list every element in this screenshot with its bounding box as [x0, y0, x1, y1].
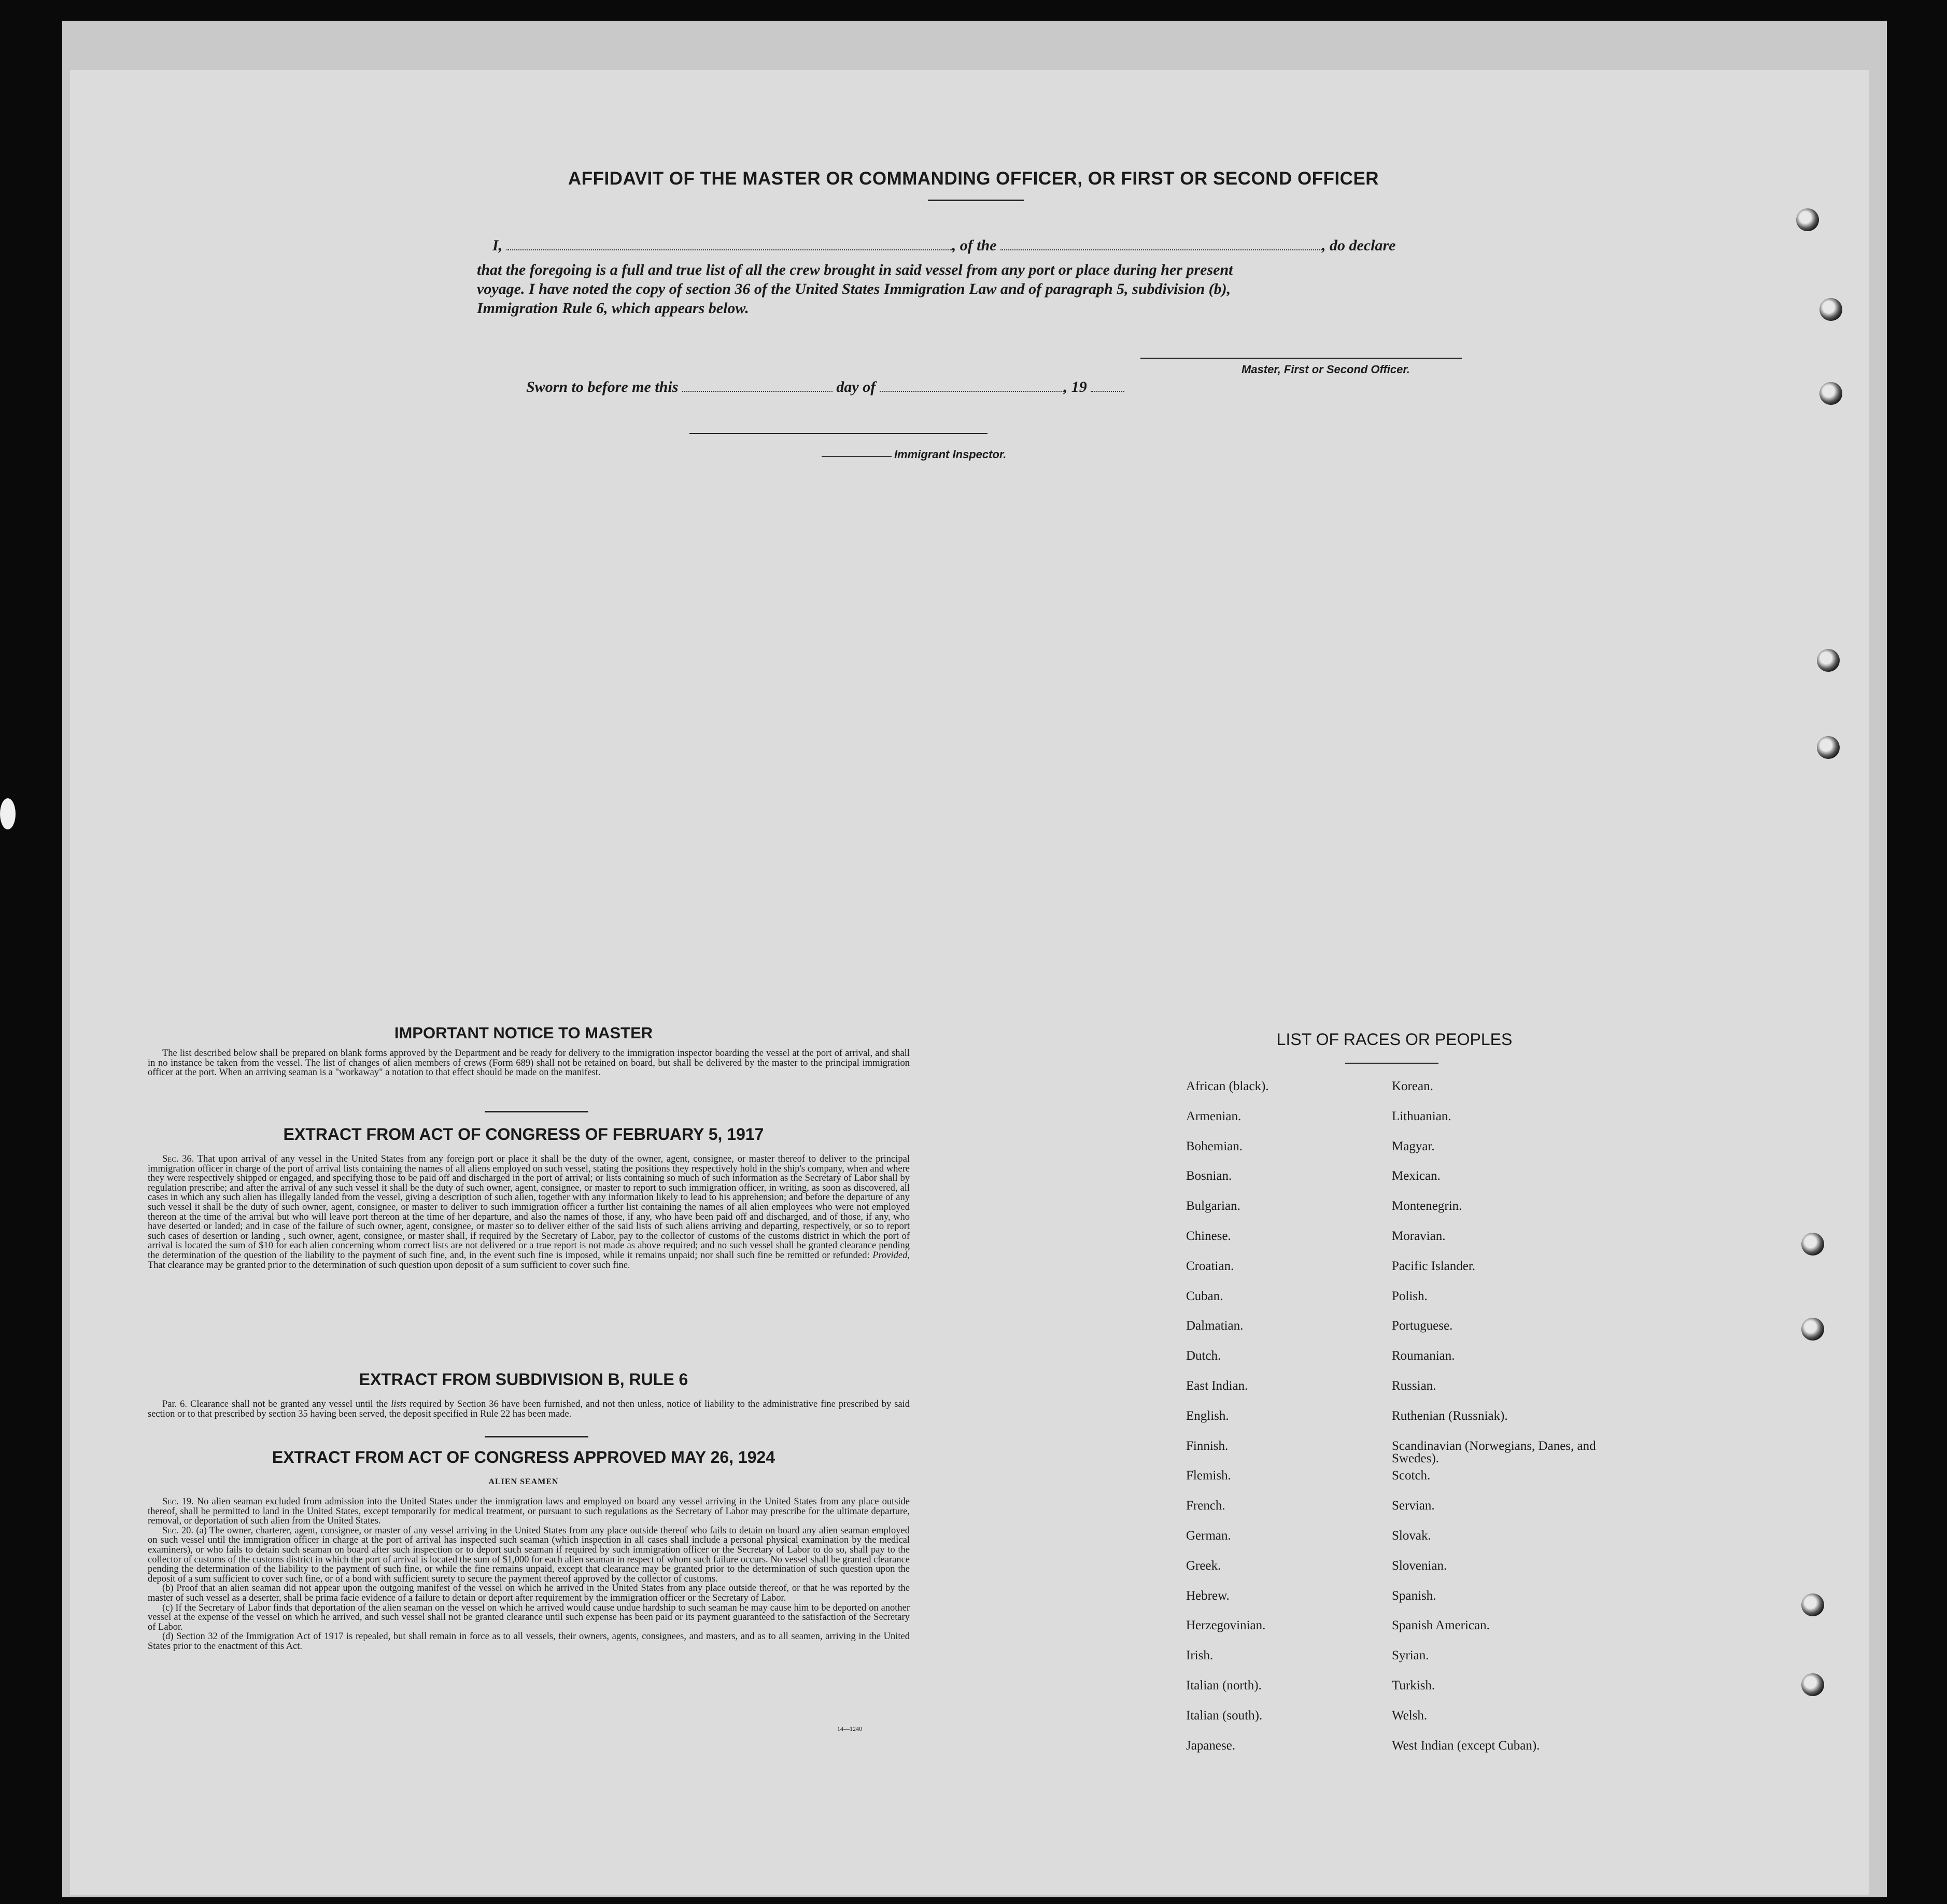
race-item: Dalmatian.	[1186, 1319, 1244, 1333]
punch-hole	[1801, 1318, 1824, 1341]
affidavit-text-line-4: Immigration Rule 6, which appears below.	[477, 300, 749, 317]
inspector-label-dash	[822, 456, 892, 457]
sworn-label: Sworn to before me this	[526, 378, 679, 396]
race-item: Dutch.	[1186, 1349, 1221, 1363]
punch-hole	[1819, 298, 1842, 321]
sworn-day-field[interactable]	[682, 377, 833, 392]
race-item: Mexican.	[1392, 1169, 1441, 1183]
race-item: Italian (north).	[1186, 1678, 1262, 1693]
race-item: Pacific Islander.	[1392, 1259, 1476, 1273]
extract-1917-title: EXTRACT FROM ACT OF CONGRESS OF FEBRUARY 5, 1917	[283, 1125, 764, 1144]
race-item: Roumanian.	[1392, 1349, 1455, 1363]
form-number: 14—1240	[837, 1725, 862, 1732]
affidavit-title: AFFIDAVIT OF THE MASTER OR COMMANDING OFFICER, OR FIRST OR SECOND OFFICER	[568, 168, 1379, 189]
punch-hole	[1801, 1233, 1824, 1256]
declaration-of-the: , of the	[952, 237, 997, 254]
officer-name-field[interactable]	[506, 236, 952, 250]
notice-text	[148, 1049, 910, 1078]
par-6-start: Par. 6. Clearance shall not be granted any vessel until the	[162, 1399, 388, 1409]
race-item: Spanish American.	[1392, 1618, 1490, 1633]
notice-title: IMPORTANT NOTICE TO MASTER	[394, 1024, 653, 1042]
lists-word: lists	[391, 1399, 407, 1409]
extract-1924-title: EXTRACT FROM ACT OF CONGRESS APPROVED MAY 26, 1924	[272, 1448, 775, 1466]
master-signature-label: Master, First or Second Officer.	[1241, 363, 1410, 376]
race-item: African (black).	[1186, 1079, 1269, 1093]
race-item: Lithuanian.	[1392, 1109, 1451, 1123]
sec-20-b: (b) Proof that an alien seaman did not appear upon the outgoing manifest of the vessel on which he arrived in the United States from any place outside thereof, or that he was reported by the master of such vessel as a deserter, shall be prima facie evidence of a failure to detain or deport after requirement by the immigration officer or the Secretary of Labor.	[148, 1583, 910, 1603]
sec-36-body: That upon arrival of any vessel in the United States from any foreign port or place it shall be the duty of the owner, agent, consignee, or master thereof to deliver to the principal immigration officer in charge of the port of arrival lists containing the names of all aliens employed on such vessel, stating the positions they respectively hold in the ship's company, when and where they were respectively shipped or engaged, and specifying those to be paid off and discharged in the port of arrival; or lists containing so much of such information as the Secretary of Labor shall by regulation prescribe; and after the arrival of any such vessel it shall be the duty of such owner, agent, consignee, or master to report to such immigration officer, in writing, as soon as discovered, all cases in which any such alien has illegally landed from the vessel, giving a description of such alien, together with any information likely to lead to his apprehension; and before the departure of any such vessel it shall be the duty of such owner, agent, consignee, or master to deliver to such immigration officer a further list containing the names of all alien employees who were not employed thereon at the time of the arrival but who will leave port thereon at the time of her departure, and also the names of those, if any, who have been paid off and discharged, and of those, if any, who have deserted or landed; and in case of the failure of such owner, agent, consignee, or master so to deliver either of the said lists of such aliens arriving and departing, respectively, or so to report such cases of desertion or landing , such owner, agent, consignee, or master shall, if required by the Secretary of Labor, pay to the collector of customs of the customs district in which the port of arrival is located the sum of $10 for each alien concerning whom correct lists are not delivered or a true report is not made as above required; and no such vessel shall be granted clearance pending the determination of the question of the liability to the payment of such fine, and, in the event such fine is imposed, while it remains unpaid; nor shall such fine be remitted or refunded:	[148, 1154, 910, 1261]
par-6-end: required by Section 36 have been furnished, and not then unless, notice of liability to the administrative fine prescribed by said section or to that prescribed by section 35 having been served, the deposit specified in Rule 22 has been made.	[148, 1399, 910, 1419]
race-item: Japanese.	[1186, 1738, 1236, 1753]
extract-rule6-text	[148, 1400, 910, 1419]
race-item: West Indian (except Cuban).	[1392, 1738, 1540, 1753]
race-item: Korean.	[1392, 1079, 1433, 1093]
race-item: Scandinavian (Norwegians, Danes, and Swedes).	[1392, 1438, 1596, 1465]
race-item: Servian.	[1392, 1499, 1435, 1513]
race-item: Russian.	[1392, 1378, 1436, 1393]
extract-1917-text	[148, 1154, 910, 1270]
sec-36-label: Sec. 36.	[162, 1154, 194, 1164]
race-item: Slovak.	[1392, 1528, 1431, 1543]
alien-seamen-subtitle: ALIEN SEAMEN	[488, 1477, 559, 1486]
race-item: Turkish.	[1392, 1678, 1435, 1693]
sec-20-d: (d) Section 32 of the Immigration Act of 1917 is repealed, but shall remain in force as to all vessels, their owners, agents, consignees, and masters, and as to all seamen, arriving in the United States prior to the enactment of this Act.	[148, 1631, 910, 1652]
punch-hole	[1796, 208, 1819, 231]
punch-hole	[1801, 1593, 1824, 1616]
race-item: Polish.	[1392, 1289, 1428, 1303]
provided-word: Provided,	[872, 1250, 910, 1261]
divider	[485, 1436, 588, 1437]
races-title: LIST OF RACES OR PEOPLES	[1276, 1030, 1513, 1049]
races-column-2	[1392, 1080, 1610, 1769]
affidavit-text-line-3: voyage. I have noted the copy of section 36 of the United States Immigration Law and of paragraph 5, subdivision (b),	[477, 280, 1231, 298]
extract-1924-text	[148, 1497, 910, 1652]
title-underline	[928, 200, 1024, 201]
race-item: Greek.	[1186, 1558, 1221, 1573]
race-item: Spanish.	[1392, 1588, 1436, 1603]
punch-hole	[1817, 736, 1840, 759]
affidavit-declaration-line	[492, 236, 1477, 255]
race-item: Welsh.	[1392, 1708, 1428, 1723]
race-item: Hebrew.	[1186, 1588, 1230, 1603]
declaration-do-declare: , do declare	[1322, 237, 1396, 254]
sworn-year-field[interactable]	[1091, 377, 1124, 392]
race-item: Finnish.	[1186, 1438, 1229, 1453]
race-item: Herzegovinian.	[1186, 1618, 1266, 1633]
race-item: Slovenian.	[1392, 1558, 1447, 1573]
race-item: Montenegrin.	[1392, 1199, 1462, 1214]
race-item: Bulgarian.	[1186, 1199, 1240, 1214]
inspector-signature-line[interactable]	[689, 433, 987, 434]
race-item: Bohemian.	[1186, 1139, 1243, 1153]
race-item: Magyar.	[1392, 1139, 1435, 1153]
race-item: Bosnian.	[1186, 1169, 1232, 1183]
race-item: English.	[1186, 1408, 1229, 1423]
sworn-line	[526, 377, 1200, 397]
race-item: Syrian.	[1392, 1648, 1429, 1663]
sec-19-label: Sec. 19.	[162, 1497, 194, 1507]
master-signature-line[interactable]	[1140, 358, 1462, 359]
vessel-name-field[interactable]	[1000, 236, 1322, 250]
sec-20-label: Sec. 20.	[162, 1525, 193, 1536]
race-item: Scotch.	[1392, 1469, 1431, 1483]
race-item: Portuguese.	[1392, 1319, 1453, 1333]
sec-20-c: (c) If the Secretary of Labor finds that deportation of the alien seaman on the vessel on which he arrived would cause undue hardship to such seaman he may cause him to be deported on another vessel at the expense of the vessel on which he arrived, and such vessel shall not be granted clearance until such expense has been paid or its payment guaranteed to the satisfaction of the Secretary of Labor.	[148, 1602, 910, 1632]
race-item: German.	[1186, 1528, 1231, 1543]
race-item: Ruthenian (Russniak).	[1392, 1408, 1508, 1423]
sec-19-body: No alien seaman excluded from admission into the United States under the immigration laws and employed on board any vessel arriving in the United States from any place outside thereof, shall be permitted to land in the United States, except temporarily for medical treatment, or pursuant to such regulations as the Secretary of Labor may prescribe for the ultimate departure, removal, or deportation of such alien from the United States.	[148, 1497, 910, 1527]
punch-hole	[1819, 382, 1842, 405]
race-item: Chinese.	[1186, 1229, 1231, 1243]
races-column-1	[1186, 1080, 1383, 1769]
race-item: Italian (south).	[1186, 1708, 1263, 1723]
divider	[485, 1111, 588, 1112]
race-item: Irish.	[1186, 1648, 1214, 1663]
sworn-month-field[interactable]	[880, 377, 1064, 392]
inspector-label: Immigrant Inspector.	[894, 448, 1007, 461]
affidavit-text-line-2: that the foregoing is a full and true list of all the crew brought in said vessel from any port or place during her present	[477, 261, 1233, 278]
punch-hole	[1817, 649, 1840, 672]
notice-paragraph: The list described below shall be prepared on blank forms approved by the Department and be ready for delivery to the immigration inspector boarding the vessel at the port of arrival, and shall in no instance be taken from the vessel. The list of changes of alien members of crews (Form 689) shall not be retained on board, but shall be delivered by the master to the principal immigration officer at the port. When an arriving seaman is a "workaway" a notation to that effect should be made on the manifest.	[148, 1048, 910, 1078]
race-item: French.	[1186, 1499, 1225, 1513]
race-item: East Indian.	[1186, 1378, 1248, 1393]
declaration-i: I,	[492, 237, 503, 254]
day-of-label: day of	[836, 378, 876, 396]
race-item: Flemish.	[1186, 1469, 1231, 1483]
sec-20-a: (a) The owner, charterer, agent, consignee, or master of any vessel arriving in the United States from any place outside thereof who fails to detain on board any alien seaman employed on such vessel until the immigration officer in charge at the port of arrival has inspected such seaman (which inspection in all cases shall include a personal physical examination by the medical examiners), or who fails to detain such seaman on board after such inspection or to deport such seaman if required by such immigration officer or the Secretary of Labor to do so, shall pay to the collector of customs of the customs district in which the port of arrival is located the sum of $1,000 for each alien seaman in respect of whom such failure occurs. No vessel shall be granted clearance pending the determination of the liability to the payment of such fine, or while the fine remains unpaid, except that clearance may be granted prior to the determination of such question upon the deposit of a sum sufficient to cover such fine, or of a bond with sufficient surety to secure the payment thereof approved by the collector of customs.	[148, 1525, 910, 1584]
punch-hole	[1801, 1673, 1824, 1696]
race-item: Moravian.	[1392, 1229, 1446, 1243]
race-item: Croatian.	[1186, 1259, 1234, 1273]
film-edge-mark	[0, 798, 16, 829]
races-title-underline	[1345, 1063, 1438, 1064]
extract-rule6-title: EXTRACT FROM SUBDIVISION B, RULE 6	[359, 1370, 688, 1389]
race-item: Armenian.	[1186, 1109, 1241, 1123]
race-item: Cuban.	[1186, 1289, 1223, 1303]
year-label: , 19	[1063, 378, 1087, 396]
sec-36-end: That clearance may be granted prior to the determination of such question upon deposit of a sum sufficient to cover such fine.	[148, 1260, 630, 1271]
